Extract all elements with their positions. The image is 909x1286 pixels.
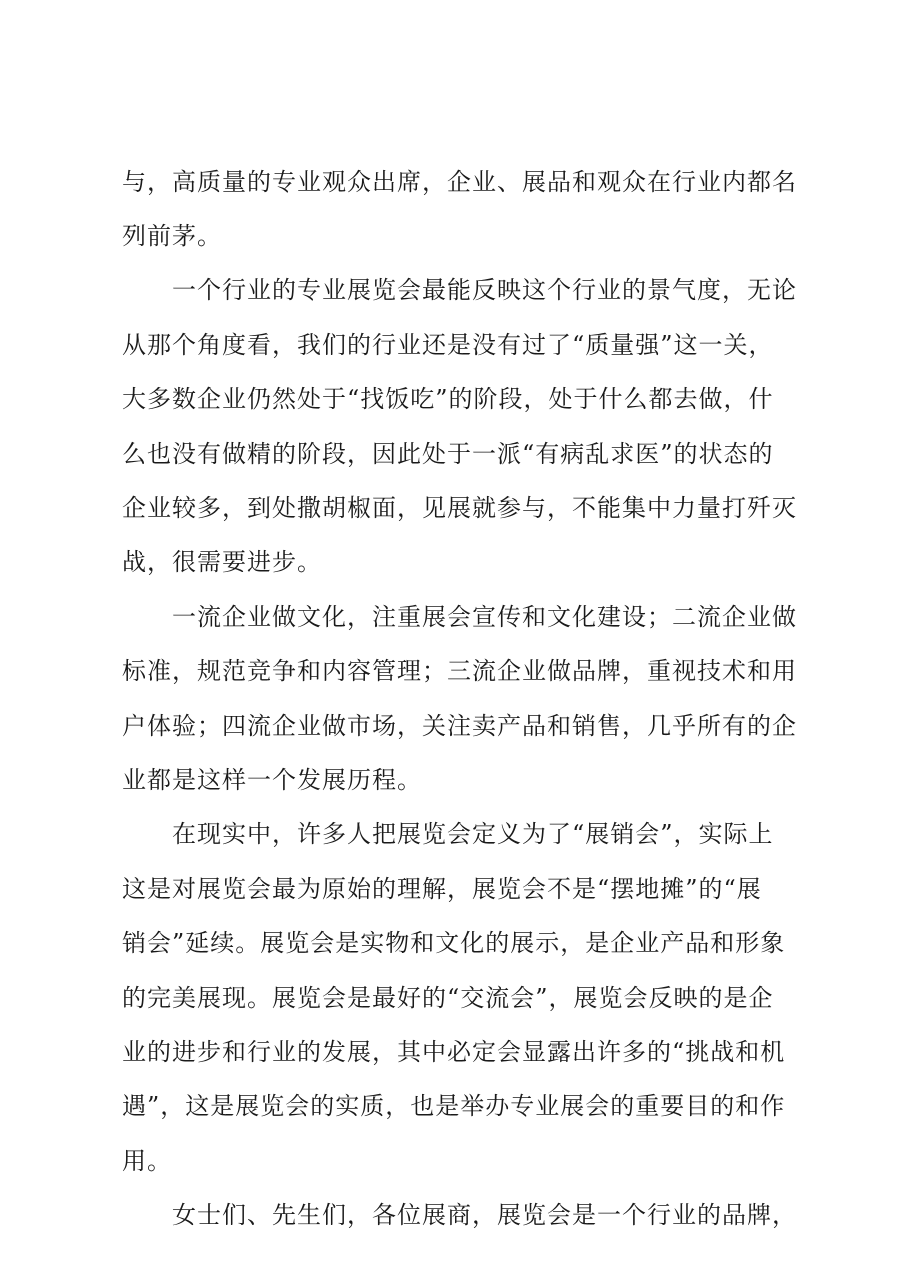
text-line: 户体验；四流企业做市场，关注卖产品和销售，几乎所有的企 bbox=[122, 712, 797, 740]
text-line: 用。 bbox=[122, 1147, 172, 1175]
text-line: 企业较多，到处撒胡椒面，见展就参与，不能集中力量打歼灭 bbox=[122, 494, 797, 522]
text-line: 遇”，这是展览会的实质，也是举办专业展会的重要目的和作 bbox=[122, 1092, 786, 1120]
text-line: 从那个角度看，我们的行业还是没有过了“质量强”这一关， bbox=[122, 331, 774, 359]
text-line: 业都是这样一个发展历程。 bbox=[122, 766, 422, 794]
text-line: 女士们、先生们，各位展商，展览会是一个行业的品牌， bbox=[172, 1201, 797, 1229]
text-line: 的完美展现。展览会是最好的“交流会”，展览会反映的是企 bbox=[122, 984, 774, 1012]
text-line: 销会”延续。展览会是实物和文化的展示，是企业产品和形象 bbox=[122, 929, 786, 957]
text-line: 一流企业做文化，注重展会宣传和文化建设；二流企业做 bbox=[172, 603, 797, 631]
text-line: 战，很需要进步。 bbox=[122, 548, 322, 576]
text-line: 大多数企业仍然处于“找饭吃”的阶段，处于什么都去做，什 bbox=[122, 385, 774, 413]
text-line: 在现实中，许多人把展览会定义为了“展销会”，实际上 bbox=[172, 820, 774, 848]
text-line: 么也没有做精的阶段，因此处于一派“有病乱求医”的状态的 bbox=[122, 440, 774, 468]
text-line: 一个行业的专业展览会最能反映这个行业的景气度，无论 bbox=[172, 276, 797, 304]
text-line: 列前茅。 bbox=[122, 222, 222, 250]
text-line: 与，高质量的专业观众出席，企业、展品和观众在行业内都名 bbox=[122, 168, 797, 196]
text-line: 业的进步和行业的发展，其中必定会显露出许多的“挑战和机 bbox=[122, 1038, 786, 1066]
text-line: 标准，规范竞争和内容管理；三流企业做品牌，重视技术和用 bbox=[122, 657, 797, 685]
text-line: 这是对展览会最为原始的理解，展览会不是“摆地摊”的“展 bbox=[122, 875, 762, 903]
